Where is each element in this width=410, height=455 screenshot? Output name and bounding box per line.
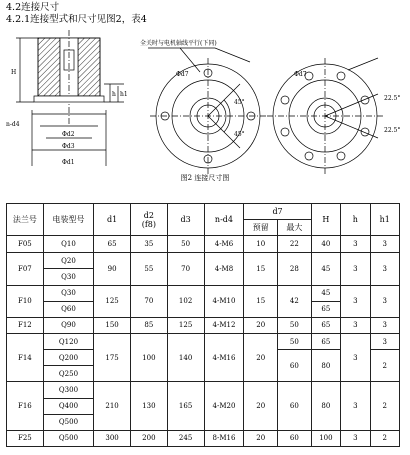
table-cell: 300 <box>94 430 131 446</box>
table-cell: 3 <box>370 333 399 349</box>
header-model: 电装型号 <box>43 204 93 236</box>
table-cell: 245 <box>167 430 204 446</box>
table-cell: 85 <box>130 317 167 333</box>
table-cell: 65 <box>311 333 340 349</box>
table-cell: 15 <box>244 253 278 285</box>
table-cell: F14 <box>7 333 44 381</box>
label-phi-d3: Φd3 <box>62 143 75 150</box>
drawing-note: 全关时与电机轴线平行(下同) <box>140 40 217 47</box>
table-cell: 210 <box>94 382 131 430</box>
table-cell: 20 <box>244 382 278 430</box>
table-cell: 150 <box>94 317 131 333</box>
header-H: H <box>311 204 340 236</box>
table-cell: Q500 <box>43 414 93 430</box>
table-row <box>7 253 400 269</box>
table-cell: 28 <box>278 253 312 285</box>
label-angle-left: 45° <box>234 99 245 106</box>
table-row <box>7 382 400 398</box>
table-cell: 50 <box>167 236 204 253</box>
label-n-d4: n-d4 <box>6 121 20 128</box>
table-cell: Q250 <box>43 366 93 382</box>
figure-caption: 图2 连接尺寸图 <box>180 174 230 182</box>
table-cell: 3 <box>341 382 370 430</box>
table-cell: 2 <box>370 382 399 430</box>
table-row <box>7 285 400 301</box>
table-cell: 90 <box>94 253 131 285</box>
table-cell: 3 <box>341 333 370 381</box>
table-cell: 20 <box>244 430 278 446</box>
connection-size-table <box>6 203 400 447</box>
table-cell: 125 <box>167 317 204 333</box>
table-cell: 45 <box>311 253 340 285</box>
table-cell: 65 <box>311 317 340 333</box>
flange-top-view-left <box>150 58 266 174</box>
table-cell: 15 <box>244 285 278 317</box>
table-cell: 60 <box>278 382 312 430</box>
table-row <box>7 430 400 446</box>
label-h: h <box>112 91 116 98</box>
table-cell: 4-M8 <box>204 253 244 285</box>
table-cell: Q10 <box>43 236 93 253</box>
table-cell: 4-M12 <box>204 317 244 333</box>
header-d7: d7 <box>244 204 311 220</box>
table-cell: 80 <box>311 350 340 382</box>
table-row <box>7 317 400 333</box>
table-cell: 100 <box>130 333 167 381</box>
table-cell: 55 <box>130 253 167 285</box>
table-cell: Q400 <box>43 398 93 414</box>
label-angle-left2: 45° <box>234 131 245 138</box>
table-cell: 3 <box>370 285 399 317</box>
header-flange: 法兰号 <box>7 204 44 236</box>
table-cell: 3 <box>341 236 370 253</box>
header-d3: d3 <box>167 204 204 236</box>
flange-top-view-right <box>267 58 383 174</box>
table-cell: 100 <box>311 430 340 446</box>
table-cell: 80 <box>311 382 340 430</box>
table-cell: 3 <box>370 253 399 285</box>
table-cell: 102 <box>167 285 204 317</box>
table-cell: 45 <box>311 285 340 301</box>
table-cell: 3 <box>341 285 370 317</box>
table-cell: 3 <box>370 236 399 253</box>
table-cell: Q30 <box>43 285 93 301</box>
table-cell: 35 <box>130 236 167 253</box>
connection-drawing <box>0 26 410 176</box>
table-cell: F12 <box>7 317 44 333</box>
section-heading: 4.2连接尺寸 <box>6 2 60 13</box>
label-angle-r2: 22.5° <box>384 127 401 134</box>
table-cell: 65 <box>311 301 340 317</box>
table-cell: 4-M6 <box>204 236 244 253</box>
label-phi-d7-left: Φd7 <box>176 71 189 78</box>
table-cell: 3 <box>370 317 399 333</box>
table-cell: 4-M20 <box>204 382 244 430</box>
header-h1: h1 <box>370 204 399 236</box>
table-cell: 20 <box>244 317 278 333</box>
table-cell: F25 <box>7 430 44 446</box>
table-row <box>7 333 400 349</box>
table-cell: 22 <box>278 236 312 253</box>
table-cell: 70 <box>167 253 204 285</box>
table-cell: 10 <box>244 236 278 253</box>
table-cell: 60 <box>278 430 312 446</box>
table-row <box>7 236 400 253</box>
table-cell: Q300 <box>43 382 93 398</box>
table-cell: 140 <box>167 333 204 381</box>
table-cell: 2 <box>370 430 399 446</box>
table-cell: 50 <box>278 333 312 349</box>
table-cell: F07 <box>7 253 44 285</box>
table-cell: Q20 <box>43 253 93 269</box>
table-cell: 65 <box>94 236 131 253</box>
table-cell: Q30 <box>43 269 93 285</box>
table-cell: 175 <box>94 333 131 381</box>
table-cell: Q60 <box>43 301 93 317</box>
table-cell: Q200 <box>43 350 93 366</box>
label-phi-d2: Φd2 <box>62 131 75 138</box>
table-cell: Q90 <box>43 317 93 333</box>
label-phi-d1: Φd1 <box>62 159 75 166</box>
table-cell: F05 <box>7 236 44 253</box>
table-cell: 60 <box>278 350 312 382</box>
label-H: H <box>11 69 17 76</box>
table-cell: 4-M16 <box>204 333 244 381</box>
table-cell: 50 <box>278 317 312 333</box>
table-cell: 130 <box>130 382 167 430</box>
label-phi-d7-right: Φd7 <box>294 71 307 78</box>
label-h1: h1 <box>120 91 128 98</box>
table-cell: 2 <box>370 350 399 382</box>
header-d2: d2 (f8) <box>130 204 167 236</box>
header-d7-max: 最大 <box>278 220 312 236</box>
table-cell: 20 <box>244 333 278 381</box>
header-d1: d1 <box>94 204 131 236</box>
header-nd4: n-d4 <box>204 204 244 236</box>
table-cell: 3 <box>341 430 370 446</box>
table-cell: 8-M16 <box>204 430 244 446</box>
table-cell: F10 <box>7 285 44 317</box>
subsection-heading: 4.2.1连接型式和尺寸见图2，表4 <box>6 14 147 25</box>
table-cell: Q500 <box>43 430 93 446</box>
table-cell: 200 <box>130 430 167 446</box>
table-cell: 165 <box>167 382 204 430</box>
table-cell: 3 <box>341 317 370 333</box>
table-cell: 125 <box>94 285 131 317</box>
table-cell: F16 <box>7 382 44 430</box>
table-cell: 4-M10 <box>204 285 244 317</box>
table-cell: Q120 <box>43 333 93 349</box>
label-angle-r1: 22.5° <box>384 95 401 102</box>
table-cell: 70 <box>130 285 167 317</box>
header-h: h <box>341 204 370 236</box>
table-cell: 40 <box>311 236 340 253</box>
table-cell: 3 <box>341 253 370 285</box>
header-d7-preset: 预留 <box>244 220 278 236</box>
table-cell: 42 <box>278 285 312 317</box>
